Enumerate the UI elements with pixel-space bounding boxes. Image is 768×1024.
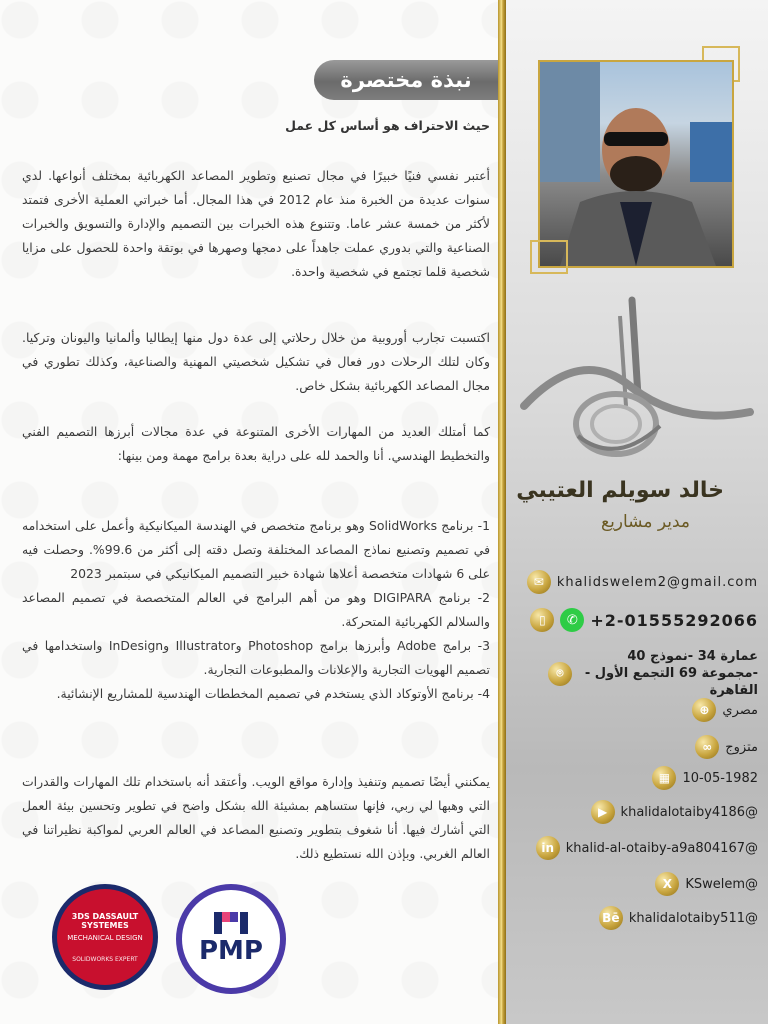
dassault-brand: 3DS DASSAULT SYSTEMES — [71, 911, 139, 930]
gold-divider — [498, 0, 506, 1024]
contact-address — [548, 648, 758, 699]
email-icon: ✉ — [527, 570, 551, 594]
contact-behance[interactable] — [599, 906, 758, 930]
pmp-badge — [176, 884, 286, 994]
contact-address-text: عمارة 34 -نموذج 40 -مجموعة 69 التجمع الأول - القاهرة — [584, 649, 758, 698]
contact-birthdate — [652, 766, 758, 790]
profile-job-title: مدير مشاريع — [601, 512, 690, 532]
pmi-logo-icon — [214, 912, 248, 934]
paragraph-web: يمكنني أيضًا تصميم وتنفيذ وإدارة مواقع الويب. وأعتقد أنه باستخدام تلك المهارات والقدرات التي وهبها لي ربي، فإنها ستساهم بمشيئة الله بشكل واضح في تطوير وتحسين بيئة العمل التي أشارك فيها. أنا شغوف بتطوير وتصنيع المصاعد في العالم العربي لمواكبة نظيراتنا في العالم الغربي. وبإذن الله نستطيع ذلك. — [22, 774, 490, 861]
location-icon: ⌾ — [548, 662, 572, 686]
calendar-icon: ▦ — [652, 766, 676, 790]
contact-x-text: @KSwelem — [685, 876, 758, 892]
youtube-icon: ▶ — [591, 800, 615, 824]
contact-youtube-text: @khalidalotaiby4186 — [620, 804, 758, 820]
section-title: نبذة مختصرة — [314, 60, 498, 100]
contact-nationality — [692, 698, 758, 722]
contact-email-text: khalidswelem2@gmail.com — [556, 574, 758, 590]
profile-name: خالد سويلم العتيبي — [516, 478, 724, 503]
rings-icon: ∞ — [695, 735, 719, 759]
badge-solidworks-expert: SOLIDWORKS EXPERT — [72, 955, 138, 963]
contact-birthdate-text: 10-05-1982 — [682, 770, 758, 786]
contact-email[interactable] — [527, 570, 758, 594]
globe-icon: ⊕ — [692, 698, 716, 722]
paragraph-skills: كما أمتلك العديد من المهارات الأخرى المتنوعة في عدة مجالات أبرزها التصميم الفني والتخطيط الهندسي. أنا والحمد لله على دراية بعدة برامج مهمة ومن بينها: — [22, 424, 490, 463]
contact-behance-text: @khalidalotaiby511 — [628, 910, 758, 926]
photo-frame-corner-bottom — [530, 240, 568, 274]
profile-photo — [538, 60, 734, 268]
contact-marital-status — [695, 735, 758, 759]
contact-linkedin[interactable] — [536, 836, 758, 860]
contact-marital-text: متزوج — [725, 739, 758, 755]
phone-icon: ▯ — [530, 608, 554, 632]
linkedin-icon: in — [536, 836, 560, 860]
calligraphy-signature-logo — [520, 296, 756, 466]
paragraph-software-list: 1- برنامج SolidWorks وهو برنامج متخصص في الهندسة الميكانيكية وأعمل على استخدامه في تصميم وتصنيع نماذج المصاعد المختلفة وتصل دقته إلى أكثر من 99.6%. وحصلت فيه على 6 شهادات متخصصة أعلاها شهادة خبير التصميم الميكانيكي في سبتمبر 2023 2- برنامج DIGIPARA وهو من أهم البرامج في العالم المتخصصة في تصميم المصاعد والسلالم الكهربائية المتحركة. 3- برامج Adobe وأبرزها برامج Photoshop وIllustrator وInDesign واستخدامها في تصميم الهويات التجارية والإعلانات والمطبوعات التجارية. 4- برنامج الأوتوكاد الذي يستخدم في تصميم المخططات الهندسية للمشاريع الإنشائية. — [22, 518, 490, 701]
x-icon: X — [655, 872, 679, 896]
contact-phone[interactable] — [530, 608, 758, 632]
paragraph-travel: اكتسبت تجارب أوروبية من خلال رحلاتي إلى عدة دول منها إيطاليا وألمانيا واليونان وتركيا. وكان لتلك الرحلات دور فعال في تشكيل شخصيتي المهنية والصناعية، وكذلك تطوري في مجال المصاعد الكهربائية بشكل خاص. — [22, 330, 490, 393]
contact-phone-text: +2-01555292066 — [590, 610, 758, 630]
behance-icon: Bē — [599, 906, 623, 930]
solidworks-expert-badge — [52, 884, 158, 990]
badge-mechanical-design: MECHANICAL DESIGN — [67, 933, 143, 942]
whatsapp-icon[interactable]: ✆ — [560, 608, 584, 632]
contact-youtube[interactable] — [591, 800, 758, 824]
contact-x[interactable] — [655, 872, 758, 896]
paragraph-intro: أعتبر نفسي فنيًا خبيرًا في مجال تصنيع وتطوير المصاعد الكهربائية بمختلف أنواعها. لدي سنوات عديدة من الخبرة منذ عام 2012 في هذا المجال. أما خبراتي العملية الأخرى فتمتد لأكثر من خمسة عشر عاما. وتتنوع هذه الخبرات بين التصميم والإدارة والتسويق والخبرات الصناعية والتي بدوري عملت جاهداً على دمجها وصهرها في بوتقة واحدة للحصول على مزايا شخصية قلما تجتمع في شخصية واحدة. — [22, 168, 490, 279]
contact-nationality-text: مصري — [722, 702, 758, 718]
section-subtitle: حيث الاحتراف هو أساس كل عمل — [285, 118, 490, 133]
contact-linkedin-text: @khalid-al-otaiby-a9a804167 — [565, 840, 758, 856]
pmp-label: PMP — [199, 936, 263, 966]
